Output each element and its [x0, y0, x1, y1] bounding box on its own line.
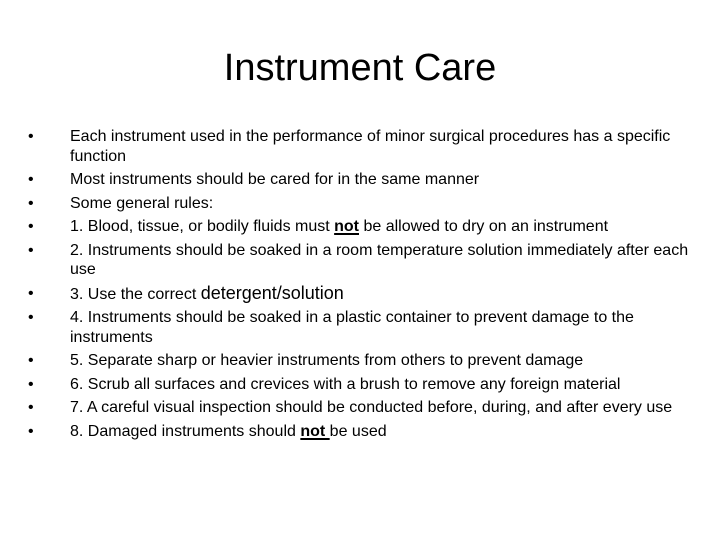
bullet-item — [28, 375, 700, 395]
bullet-text: Each instrument used in the performance of minor surgical procedures has a specific function — [70, 128, 671, 165]
bullet-icon: • — [28, 171, 34, 188]
bullet-icon: • — [28, 309, 34, 326]
bullet-item — [28, 241, 700, 280]
emphasis-not: not — [300, 422, 330, 440]
bullet-item — [28, 170, 700, 190]
bullet-text: 4. Instruments should be soaked in a plastic container to prevent damage to the instruments — [70, 309, 634, 346]
bullet-item — [28, 422, 700, 442]
bullet-icon: • — [28, 194, 34, 212]
bullet-text-start: 8. Damaged instruments should — [70, 422, 301, 440]
bullet-text: 5. Separate sharp or heavier instruments from others to prevent damage — [70, 352, 584, 369]
bullet-item — [28, 127, 700, 166]
bullet-icon: • — [28, 399, 34, 416]
bullet-text-large: detergent/solution — [200, 282, 344, 303]
bullet-item — [28, 217, 700, 237]
bullet-text: Most instruments should be cared for in the same manner — [70, 171, 480, 188]
bullet-text: 2. Instruments should be soaked in a room temperature solution immediately after each use — [70, 241, 689, 278]
bullet-list — [28, 127, 700, 445]
bullet-icon: • — [28, 284, 34, 302]
bullet-text-end: be used — [329, 422, 387, 440]
slide-title: Instrument Care — [223, 47, 497, 89]
bullet-icon: • — [28, 241, 34, 259]
emphasis-not: not — [334, 218, 359, 235]
bullet-text: Some general rules: — [70, 194, 214, 212]
bullet-text-start: 3. Use the correct — [70, 285, 201, 303]
bullet-item — [28, 351, 700, 371]
bullet-text-end: be allowed to dry on an instrument — [359, 218, 609, 235]
bullet-text: 7. A careful visual inspection should be conducted before, during, and after every use — [70, 399, 673, 416]
bullet-icon: • — [28, 128, 34, 145]
bullet-item — [28, 284, 700, 305]
bullet-icon: • — [28, 375, 34, 393]
bullet-icon: • — [28, 218, 34, 235]
bullet-item — [28, 308, 700, 347]
bullet-text: 6. Scrub all surfaces and crevices with a brush to remove any foreign material — [70, 375, 621, 393]
bullet-item — [28, 194, 700, 214]
bullet-icon: • — [28, 352, 34, 369]
bullet-item — [28, 398, 700, 418]
bullet-icon: • — [28, 422, 34, 440]
bullet-text-start: 1. Blood, tissue, or bodily fluids must — [70, 218, 335, 235]
